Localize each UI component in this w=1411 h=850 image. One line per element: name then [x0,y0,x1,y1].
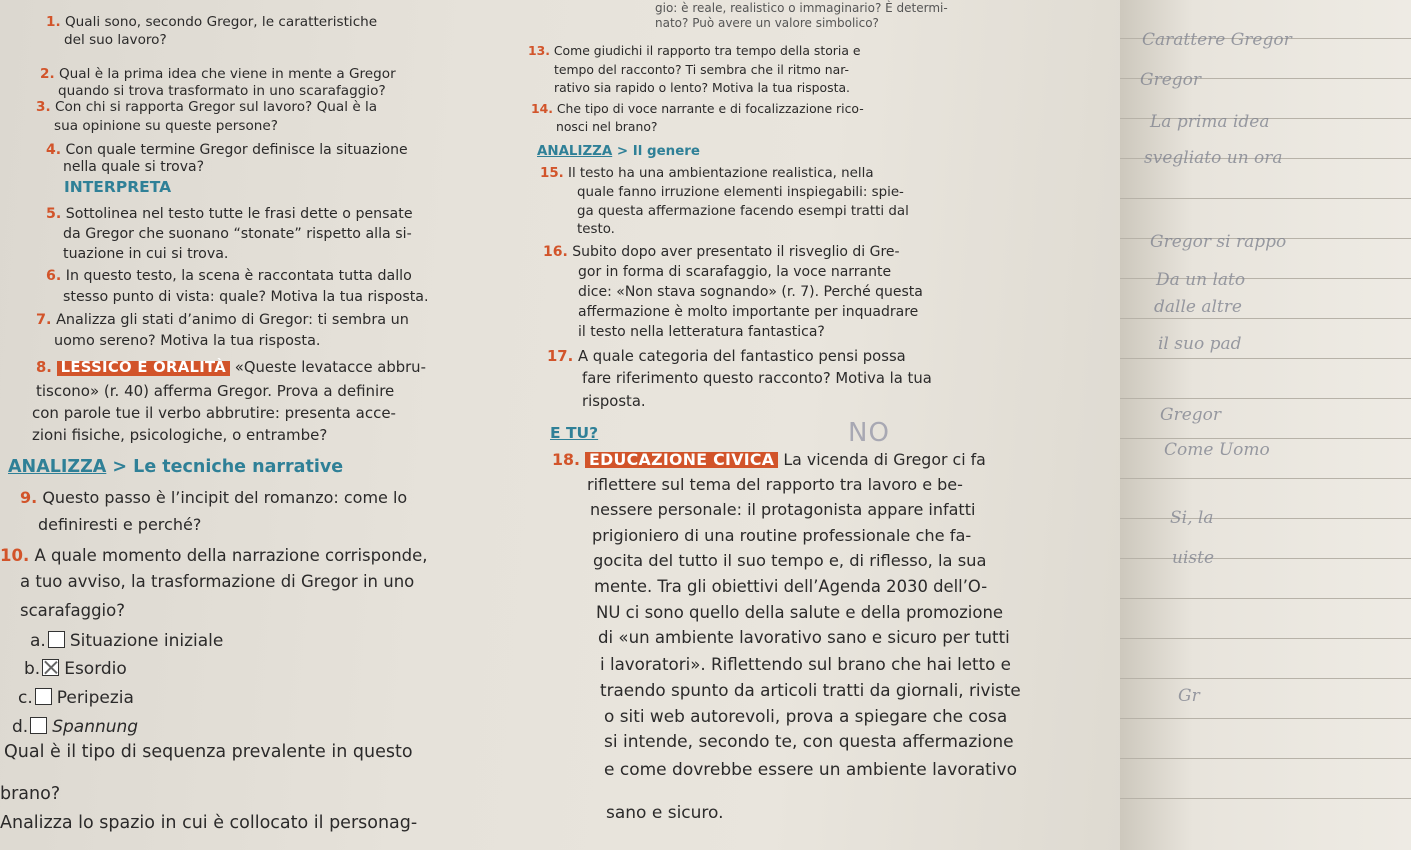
note-1: Carattere Gregor [1142,30,1292,50]
q5-line3: tuazione in cui si trova. [63,246,229,262]
handwritten-no: NO [848,418,890,448]
q18-line4: prigioniero di una routine professionale che fa- [592,526,972,545]
q15-line4: testo. [577,222,615,237]
q18-line5: gocita del tutto il suo tempo e, di riflesso, la sua [593,551,987,570]
q16-line4: affermazione è molto importante per inquadrare [578,304,919,320]
q6-line2: stesso punto di vista: quale? Motiva la tua risposta. [63,289,429,305]
option-d[interactable]: d. Spannung [12,717,139,737]
q15-line1: 15. Il testo ha una ambientazione realistica, nella [540,166,874,181]
option-a-checkbox[interactable] [48,631,65,648]
q12-cont-line1: gio: è reale, realistico o immaginario? È determi- [655,1,948,15]
q8-line1: 8. LESSICO E ORALITÀ «Queste levatacce abbru- [36,359,426,376]
q18-line9: i lavoratori». Riflettendo sul brano che hai letto e [600,654,1011,674]
q4-line1: 4. Con quale termine Gregor definisce la situazione [46,142,408,158]
q18-line8: di «un ambiente lavorativo sano e sicuro per tutti [598,628,1010,647]
q2-line1: 2. Qual è la prima idea che viene in mente a Gregor [40,66,396,82]
q12-line1: Analizza lo spazio in cui è collocato il personag- [0,813,418,833]
option-a[interactable]: a. Situazione iniziale [30,631,224,651]
q8-line4: zioni fisiche, psicologiche, o entrambe? [32,426,328,444]
q13-line1: 13. Come giudichi il rapporto tra tempo della storia e [528,43,861,58]
q16-line3: dice: «Non stava sognando» (r. 7). Perché questa [578,284,923,300]
q3-line2: sua opinione su queste persone? [54,118,278,134]
q15-line3: ga questa affermazione facendo esempi tratti dal [577,204,909,219]
q14-line2: nosci nel brano? [556,119,658,134]
q11-line2: brano? [0,784,61,804]
q10-line1: 10. A quale momento della narrazione corrisponde, [0,546,428,565]
q12-cont-line2: nato? Può avere un valore simbolico? [655,16,879,30]
q18-line6: mente. Tra gli obiettivi dell’Agenda 2030 dell’O- [594,577,988,596]
note-2: Gregor [1140,70,1202,90]
q18-line14: sano e sicuro. [606,803,724,823]
analizza-genere-heading: ANALIZZA > Il genere [537,144,700,159]
q13-line3: rativo sia rapido o lento? Motiva la tua risposta. [554,80,850,95]
q7-line2: uomo sereno? Motiva la tua risposta. [54,333,321,349]
q8-line3: con parole tue il verbo abbrutire: presenta acce- [32,404,396,422]
q10-line3: scarafaggio? [20,601,125,620]
q14-line1: 14. Che tipo di voce narrante e di focalizzazione rico- [531,101,864,116]
q18-line2: riflettere sul tema del rapporto tra lavoro e be- [587,475,963,494]
note-11: Si, la [1170,508,1214,528]
q16-line2: gor in forma di scarafaggio, la voce narrante [578,264,892,280]
option-c[interactable]: c. Peripezia [18,688,134,708]
note-12: uiste [1172,548,1215,568]
note-4: svegliato un ora [1144,148,1283,168]
q10-line2: a tuo avviso, la trasformazione di Gregor in uno [20,572,415,591]
q1-number: 1. [46,14,61,30]
lessico-oralita-tag: LESSICO E ORALITÀ [57,361,230,376]
q16-line1: 16. Subito dopo aver presentato il risveglio di Gre- [543,244,900,260]
note-13: Gr [1178,686,1200,706]
q18-line7: NU ci sono quello della salute e della promozione [596,603,1004,622]
educazione-civica-tag: EDUCAZIONE CIVICA [585,452,778,468]
q1-line2: del suo lavoro? [64,32,167,48]
q7-line1: 7. Analizza gli stati d’animo di Gregor: ti sembra un [36,312,409,328]
q4-line2: nella quale si trova? [63,159,205,175]
q18-line1: 18. EDUCAZIONE CIVICA La vicenda di Gregor ci fa [552,450,986,469]
q1-line1: 1. Quali sono, secondo Gregor, le caratteristiche [46,14,378,30]
note-8: il suo pad [1158,334,1242,354]
q16-line5: il testo nella letteratura fantastica? [578,324,825,340]
q18-line13: e come dovrebbe essere un ambiente lavorativo [604,760,1017,780]
q17-line1: 17. A quale categoria del fantastico pensi possa [547,348,906,365]
q17-line3: risposta. [582,393,646,410]
option-c-checkbox[interactable] [35,688,52,705]
option-b[interactable]: b. Esordio [24,659,127,679]
note-5: Gregor si rappo [1150,232,1287,252]
analizza-narrative-heading: ANALIZZA > Le tecniche narrative [8,457,344,477]
q18-line3: nessere personale: il protagonista appare infatti [590,500,976,519]
q13-line2: tempo del racconto? Ti sembra che il ritmo nar- [554,62,849,77]
q11-line1: Qual è il tipo di sequenza prevalente in questo [4,742,413,762]
q9-line1: 9. Questo passo è l’incipit del romanzo: come lo [20,488,408,507]
q5-line1: 5. Sottolinea nel testo tutte le frasi dette o pensate [46,206,413,222]
notebook [1120,0,1411,850]
q18-line11: o siti web autorevoli, prova a spiegare che cosa [604,706,1008,726]
option-d-checkbox[interactable] [30,717,47,734]
q18-line12: si intende, secondo te, con questa affermazione [604,732,1014,752]
q9-line2: definiresti e perché? [38,515,202,534]
q2-line2: quando si trova trasformato in uno scarafaggio? [58,83,386,99]
q5-line2: da Gregor che suonano “stonate” rispetto alla si- [63,226,412,242]
q8-line2: tiscono» (r. 40) afferma Gregor. Prova a definire [36,382,395,400]
note-7: dalle altre [1154,297,1242,317]
interpreta-heading: INTERPRETA [64,178,172,196]
q6-line1: 6. In questo testo, la scena è raccontata tutta dallo [46,268,412,284]
note-9: Gregor [1160,405,1222,425]
q17-line2: fare riferimento questo racconto? Motiva la tua [582,370,932,387]
e-tu-heading: E TU? [550,424,599,442]
note-6: Da un lato [1156,270,1246,290]
q15-line2: quale fanno irruzione elementi inspiegabili: spie- [577,185,904,200]
note-10: Come Uomo [1164,440,1270,460]
q18-line10: traendo spunto da articoli tratti da giornali, riviste [600,680,1021,700]
q3-line1: 3. Con chi si rapporta Gregor sul lavoro? Qual è la [36,99,378,115]
note-3: La prima idea [1150,112,1270,132]
option-b-checkbox[interactable] [42,659,59,676]
